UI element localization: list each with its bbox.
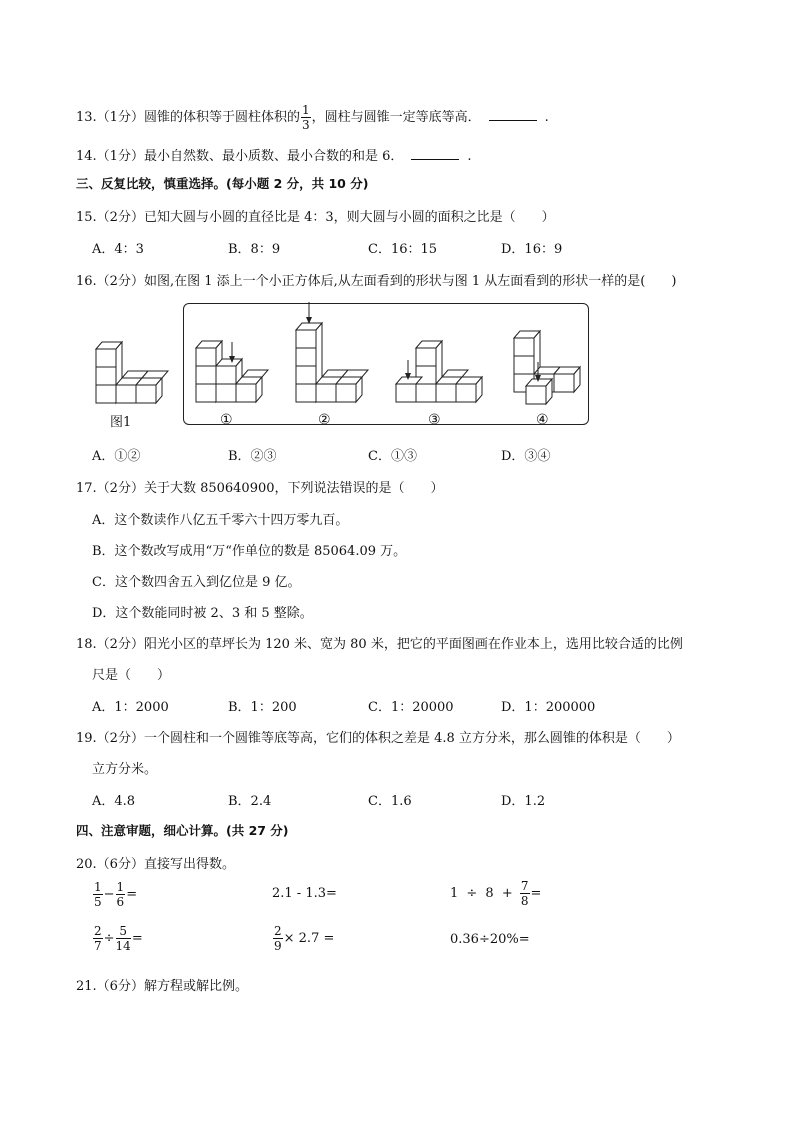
q18-stem-line2: 尺是（ ） xyxy=(92,668,171,683)
figure-option-2-label: ② xyxy=(318,412,331,428)
equals-sign: = xyxy=(126,887,138,902)
q15-option-b[interactable]: B．8：9 xyxy=(228,242,281,257)
fraction-denominator: 6 xyxy=(116,895,125,909)
figure-1-cubes xyxy=(90,335,170,430)
q20-expr-1 xyxy=(92,881,137,908)
q15-option-c[interactable]: C．16：15 xyxy=(368,242,438,257)
q19-option-b[interactable]: B．2.4 xyxy=(228,794,272,809)
fraction-numerator: 7 xyxy=(520,879,529,893)
figure-option-2 xyxy=(292,300,372,428)
section-3-heading: 三、反复比较，慎重选择。(每小题 2 分，共 10 分) xyxy=(76,176,369,191)
fraction-numerator: 5 xyxy=(116,925,131,939)
q14-answer-blank[interactable] xyxy=(411,148,459,160)
q20-expr-5 xyxy=(272,925,334,952)
fraction-denominator: 8 xyxy=(520,894,529,908)
q17-option-c[interactable]: C．这个数四舍五入到亿位是 9 亿。 xyxy=(92,575,301,590)
section-4-heading: 四、注意审题，细心计算。(共 27 分) xyxy=(76,823,289,838)
q14-text: 最小自然数、最小质数、最小合数的和是 6． xyxy=(143,149,404,164)
fraction-denominator: 14 xyxy=(115,939,131,953)
fraction-denominator: 7 xyxy=(94,939,102,953)
q16-option-a[interactable]: A．①② xyxy=(92,449,141,464)
operator: − xyxy=(103,887,115,902)
equals-sign: = xyxy=(131,931,143,946)
figure-option-4 xyxy=(508,326,588,428)
fraction-numerator: 1 xyxy=(94,880,102,894)
equals-sign: = xyxy=(530,886,542,901)
q19-option-c[interactable]: C．1.6 xyxy=(368,794,412,809)
q13-fraction xyxy=(301,104,311,131)
figure-option-3-label: ③ xyxy=(428,412,441,428)
figure-1-label: 图1 xyxy=(110,415,132,430)
q16-stem: 16.（2分）如图,在图 1 添上一个小正方体后,从左面看到的形状与图 1 从左面看到的形状一样的是( ) xyxy=(76,274,677,289)
expr-text: 1 ÷ 8 + xyxy=(450,886,515,901)
q15-option-a[interactable]: A．4：3 xyxy=(92,242,144,257)
q19-stem-line2: 立方分米。 xyxy=(92,762,158,777)
q14-number: 14.（1分） xyxy=(76,149,144,164)
q13-number: 13.（1分） xyxy=(76,110,144,125)
figure-option-1 xyxy=(192,330,272,428)
q13-text-b: ，圆柱与圆锥一定等底等高． xyxy=(311,110,481,125)
fraction-numerator: 1 xyxy=(301,103,310,117)
figure-option-3 xyxy=(392,330,486,428)
q18-stem-line1: 18.（2分）阳光小区的草坪长为 120 米、宽为 80 米，把它的平面图画在作业本上，选用比较合适的比例 xyxy=(76,637,683,652)
q21-stem: 21.（6分）解方程或解比例。 xyxy=(76,979,248,994)
fraction-denominator: 5 xyxy=(94,895,102,909)
q16-option-d[interactable]: D．③④ xyxy=(501,449,551,464)
q18-option-c[interactable]: C．1：20000 xyxy=(368,700,454,715)
q17-option-d[interactable]: D．这个数能同时被 2、3 和 5 整除。 xyxy=(92,606,313,621)
fraction-numerator: 1 xyxy=(116,880,125,894)
q13 xyxy=(76,104,549,131)
q19-option-d[interactable]: D．1.2 xyxy=(501,794,546,809)
q20-expr-2: 2.1 - 1.3= xyxy=(272,886,337,901)
q20-expr-6: 0.36÷20%= xyxy=(450,932,530,947)
q18-option-b[interactable]: B．1：200 xyxy=(228,700,297,715)
q17-option-b[interactable]: B．这个数改写成用“万“作单位的数是 85064.09 万。 xyxy=(92,544,407,559)
q13-period: . xyxy=(544,110,549,125)
q17-stem: 17.（2分）关于大数 850640900，下列说法错误的是（ ） xyxy=(76,481,444,496)
q13-text-a: 圆锥的体积等于圆柱体积的 xyxy=(143,110,300,125)
q16-option-b[interactable]: B．②③ xyxy=(228,449,277,464)
q20-stem: 20.（6分）直接写出得数。 xyxy=(76,857,235,872)
q18-option-a[interactable]: A．1：2000 xyxy=(92,700,169,715)
fraction-denominator: 9 xyxy=(274,939,282,953)
q13-answer-blank[interactable] xyxy=(489,109,537,121)
q19-stem-line1: 19.（2分）一个圆柱和一个圆锥等底等高，它们的体积之差是 4.8 立方分米，那么圆锥的体积是（ ） xyxy=(76,731,680,746)
q20-expr-3 xyxy=(450,880,541,907)
figure-option-4-label: ④ xyxy=(536,412,549,428)
fraction-numerator: 2 xyxy=(274,924,282,938)
fraction-numerator: 2 xyxy=(94,924,102,938)
expr-text: × 2.7 = xyxy=(283,931,335,946)
q14 xyxy=(76,145,472,164)
q14-period: . xyxy=(467,149,472,164)
q19-option-a[interactable]: A．4.8 xyxy=(92,794,136,809)
q18-option-d[interactable]: D．1：200000 xyxy=(501,700,596,715)
fraction-denominator: 3 xyxy=(301,118,310,132)
q15-stem: 15.（2分）已知大圆与小圆的直径比是 4：3，则大圆与小圆的面积之比是（ ） xyxy=(76,210,555,225)
q20-expr-4 xyxy=(92,925,143,952)
q16-option-c[interactable]: C．①③ xyxy=(368,449,417,464)
q17-option-a[interactable]: A．这个数读作八亿五千零六十四万零九百。 xyxy=(92,513,349,528)
operator: ÷ xyxy=(103,931,115,946)
figure-option-1-label: ① xyxy=(220,412,233,428)
q15-option-d[interactable]: D．16：9 xyxy=(501,242,563,257)
